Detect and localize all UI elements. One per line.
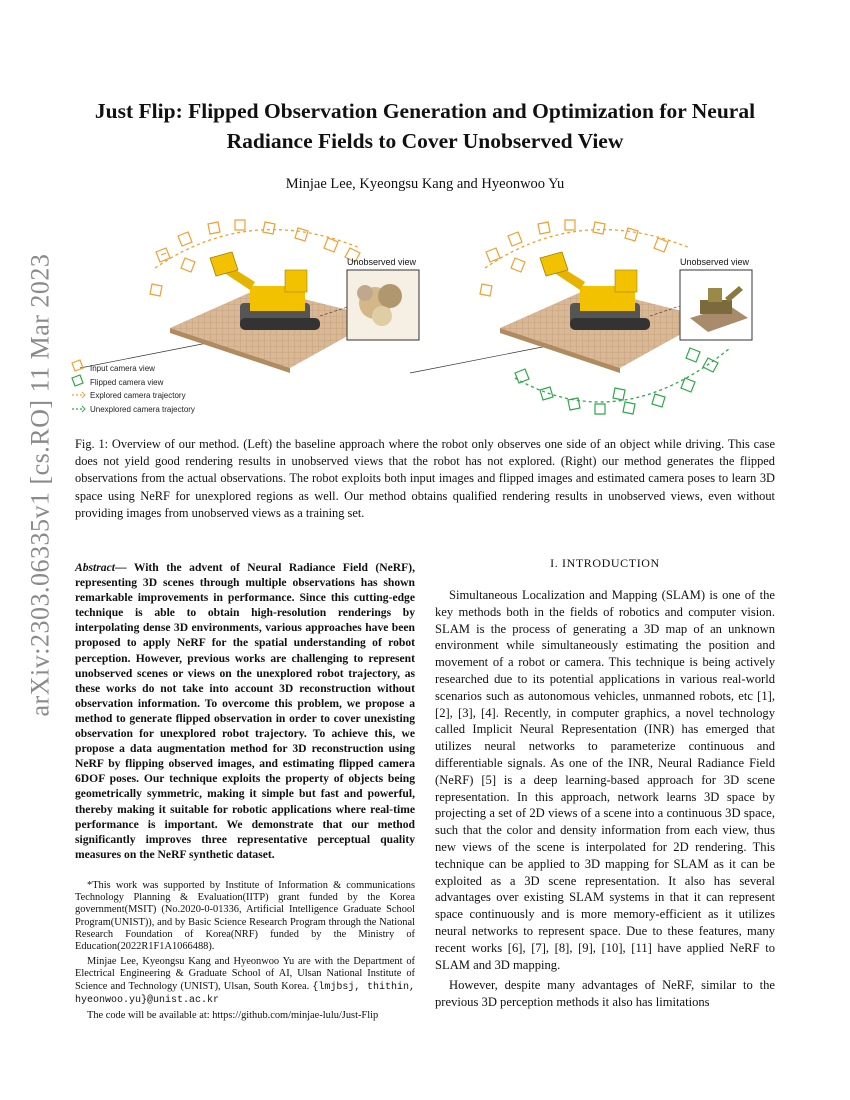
legend-label-input: Input camera view <box>90 364 155 373</box>
arxiv-identifier <box>20 253 60 717</box>
author-list: Minjae Lee, Kyeongsu Kang and Hyeonwoo Yu <box>285 176 565 192</box>
legend-item-explored <box>72 391 186 400</box>
flipped-camera-icon <box>72 375 83 386</box>
arxiv-identifier-text: arXiv:2303.06335v1 [cs.RO] 11 Mar 2023 <box>25 253 54 717</box>
legend-label-flipped: Flipped camera view <box>90 378 164 387</box>
abstract-lead: Abstract <box>75 561 115 574</box>
overview-figure-graphic <box>60 208 790 430</box>
affiliation-text: Minjae Lee, Kyeongsu Kang and Hyeonwoo Yu are with the Department of Electrical Engineering & Graduate School of AI, Ulsan National Institute of Science and Technology (UNIST), Ulsan, South Korea. <box>75 956 415 992</box>
right-unobserved-label: Unobserved view <box>680 257 750 267</box>
affiliation-footnote <box>75 956 415 1007</box>
figure-caption: Fig. 1: Overview of our method. (Left) the baseline approach where the robot only observes one side of an object while driving. This case does not yield good rendering results in unobserved views that the robot has not explored. (Right) our method generates the flipped observations from the actual observations. The robot exploits both input images and flipped images and estimated camera poses to learn 3D space using NeRF for unexplored regions as well. Our method obtains qualified rendering results in unobserved views, even without providing images from unobserved views as a training set. <box>75 437 775 520</box>
footnotes <box>75 880 415 1025</box>
author-emails: {lmjbsj, thithin, hyeonwoo.yu}@unist.ac.kr <box>75 981 415 1006</box>
intro-paragraph: However, despite many advantages of NeRF, similar to the previous 3D perception methods it also has limitations <box>435 978 775 1010</box>
legend <box>72 360 195 414</box>
overview-figure <box>60 208 790 430</box>
explored-trajectory-right <box>485 230 690 268</box>
input-camera-icon <box>72 360 83 371</box>
legend-item-unexplored <box>72 405 195 414</box>
legend-label-unexplored: Unexplored camera trajectory <box>90 405 195 414</box>
introduction-body <box>435 587 775 1015</box>
funding-footnote: *This work was supported by Institute of Information & communications Technology Planning & Evaluation(IITP) grant funded by the Korea government(MSIT) (No.2020-0-01336, Artificial Intelligence Graduate School Program(UNIST)), and by Basic Science Research Program through the National Research Foundation of Korea(NRF) funded by the Ministry of Education(2022R1F1A1066488). <box>75 880 415 953</box>
abstract-text: — With the advent of Neural Radiance Field (NeRF), representing 3D scenes through multiple observations has shown remarkable improvements in performance. Since this cutting-edge technique is able to obtain high-resolution renderings by interpolating dense 3D environments, various approaches have been proposed to apply NeRF for the spatial understanding of robot perception. However, previous works are challenging to represent unobserved scenes or views on the unexplored robot trajectory, as these works do not take into account 3D reconstruction without observation information. To overcome this problem, we propose a method to generate flipped observation in order to cover unexisting observation for unexplored robot trajectory. To achieve this, we propose a data augmentation method for 3D reconstruction using NeRF by flipping observed images, and estimating flipped camera 6DOF poses. Our technique exploits the property of objects being geometrically symmetric, making it simple but fast and powerful, thereby making it suitable for robotic applications where real-time performance is important. We demonstrate that our method significantly improves three representative perceptual quality measures on the NeRF synthetic dataset. <box>75 561 415 861</box>
intro-paragraph: Simultaneous Localization and Mapping (SLAM) is one of the key methods both in the fields of robotics and computer vision. SLAM is the process of generating a 3D map of an unknown environment while simultaneously estimating the position and movement of a robot or camera. This technique is being actively researched due to its potential applications in various real-world scenarios such as autonomous vehicles, unmanned robots, etc [1], [2], [3], [4]. Recently, in computer graphics, a novel technology called Implicit Neural Representation (INR) has emerged that utilizes neural networks to parameterize continuous and differentiable signals. As one of the INR, Neural Radiance Field (NeRF) [5] is a deep learning-based approach for 3D scene representation. In this approach, network learns 3D space by projecting a set of 2D views of a scene into a continuous 3D space, such that the color and density information from each view, thus new views of the scene is interpolated for 2D rendering. This technique can be applied to 3D mapping for SLAM as it can be exploited as a 3D scene representation. It also has several advantages over existing SLAM systems in that it can represent space continuously and is more memory-efficient as it utilizes neural networks to represent space. Due to these features, many recent works [6], [7], [8], [9], [10], [11] have applied NeRF to SLAM and 3D mapping. <box>435 588 775 972</box>
section-heading: I. INTRODUCTION <box>550 556 660 570</box>
legend-label-explored: Explored camera trajectory <box>90 391 186 400</box>
paper-title: Just Flip: Flipped Observation Generation and Optimization for Neural Radiance Fields to Cover Unobserved View <box>94 99 756 153</box>
abstract <box>75 560 415 862</box>
left-panel <box>80 220 419 373</box>
code-footnote: The code will be available at: https://github.com/minjae-lulu/Just-Flip <box>87 1010 379 1022</box>
legend-item-input <box>72 360 155 373</box>
explored-trajectory-left <box>155 230 360 268</box>
left-unobserved-label: Unobserved view <box>347 257 417 267</box>
right-panel <box>410 220 752 414</box>
input-cameras-left <box>150 220 360 296</box>
legend-item-flipped <box>72 375 164 387</box>
